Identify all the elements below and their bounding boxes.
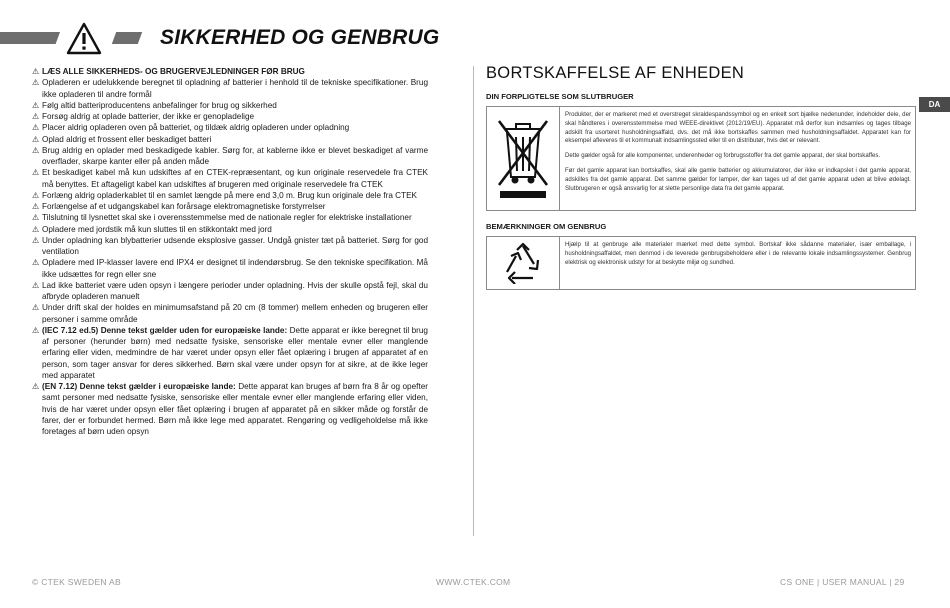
recycle-arrows-icon xyxy=(501,242,545,284)
safety-item-text xyxy=(42,212,428,223)
end-user-heading: DIN FORPLIGTELSE SOM SLUTBRUGER xyxy=(486,92,634,101)
warning-triangle-icon: ⚠ xyxy=(32,258,40,268)
warning-triangle-icon xyxy=(66,22,102,56)
warning-triangle-icon: ⚠ xyxy=(32,280,40,290)
safety-item xyxy=(32,145,428,168)
footer-page-info: CS ONE | USER MANUAL | 29 xyxy=(780,577,905,587)
page-title: SIKKERHED OG GENBRUG xyxy=(160,26,440,49)
safety-item xyxy=(32,302,428,325)
warning-triangle-icon: ⚠ xyxy=(32,123,40,133)
warning-triangle-icon: ⚠ xyxy=(32,202,40,211)
safety-item-text xyxy=(42,235,428,258)
safety-item xyxy=(32,190,428,201)
safety-item-body: Forlængelse af et udgangskabel kan forårsage elektromagnetiske forstyrrelser xyxy=(42,202,326,211)
safety-item-bold: (IEC 7.12 ed.5) Denne tekst gælder uden for europæiske lande: xyxy=(42,325,288,335)
recycling-box xyxy=(486,236,916,290)
warning-triangle-icon: ⚠ xyxy=(32,382,40,391)
weee-picture xyxy=(487,107,560,210)
language-tab: DA xyxy=(919,97,950,112)
warning-triangle-icon: ⚠ xyxy=(32,303,40,313)
safety-item-text xyxy=(42,190,428,201)
safety-item-body: Brug aldrig en oplader med beskadigede kabler. Sørg for, at kablerne ikke er blevet beskadiget af varme overflader, skarpe kanter eller på anden måde xyxy=(42,145,428,166)
safety-item-text xyxy=(42,224,428,235)
safety-item-body: Dette apparat kan bruges af børn fra 8 år og opefter samt personer med nedsatte fysiske, sensoriske eller mentale evner eller manglende erfaring eller viden, hvis de har været under opsyn eller fået oplæring i brugen af apparatet på en sikker måde og forstår de farer, der er forbundet hermed. Børn må ikke lege med apparatet. Rengøring og vedligeholdelse må ikke foretages af børn uden opsyn xyxy=(42,382,428,436)
safety-item-text xyxy=(42,77,428,100)
recycling-picture xyxy=(487,237,560,289)
disposal-title: BORTSKAFFELSE AF ENHEDEN xyxy=(486,64,745,82)
safety-item-body: Under opladning kan blybatterier udsende eksplosive gasser. Undgå gnister tæt på batteriet. Sørg for god ventilation xyxy=(42,235,428,256)
safety-item-text xyxy=(42,201,428,212)
page-header xyxy=(0,22,950,62)
safety-item xyxy=(32,167,428,190)
safety-item-body: Placer aldrig opladeren oven på batteriet, og tildæk aldrig opladeren under opladning xyxy=(42,123,350,133)
safety-item-bold: (EN 7.12) Denne tekst gælder i europæiske lande: xyxy=(42,382,236,391)
safety-item-text xyxy=(42,134,428,145)
safety-item xyxy=(32,224,428,235)
warning-triangle-icon: ⚠ xyxy=(32,325,40,335)
safety-item-body: Et beskadiget kabel må kun udskiftes af en CTEK-repræsentant, og kun originale reservedele fra CTEK må benyttes. Et aftageligt kabel kan udskiftes af brugeren med originale reservedele fra CTEK xyxy=(42,168,428,189)
safety-item-body: Opladere med jordstik må kun sluttes til en stikkontakt med jord xyxy=(42,224,272,234)
warning-triangle-icon: ⚠ xyxy=(32,67,40,76)
warning-triangle-icon: ⚠ xyxy=(32,112,40,121)
safety-list xyxy=(32,66,428,437)
safety-item-body: Tilslutning til lysnettet skal ske i overensstemmelse med de nationale regler for elektriske installationer xyxy=(42,213,412,223)
safety-item-text xyxy=(42,145,428,168)
warning-triangle-icon: ⚠ xyxy=(32,224,40,234)
safety-item xyxy=(32,325,428,381)
safety-item xyxy=(32,381,428,437)
warning-triangle-icon: ⚠ xyxy=(32,100,40,110)
crossed-bin-icon xyxy=(494,113,552,205)
safety-item-bold: LÆS ALLE SIKKERHEDS- OG BRUGERVEJLEDNINGER FØR BRUG xyxy=(42,67,305,76)
safety-item xyxy=(32,235,428,258)
safety-item-text xyxy=(42,66,428,77)
safety-item-body: Forsøg aldrig at oplade batterier, der ikke er genopladelige xyxy=(42,112,255,121)
safety-item-text xyxy=(42,111,428,122)
warning-triangle-icon: ⚠ xyxy=(32,168,40,178)
disposal-section xyxy=(486,64,916,290)
safety-item-body: Følg altid batteriproducentens anbefalinger for brug og sikkerhed xyxy=(42,100,277,110)
safety-item-text xyxy=(42,122,428,133)
safety-item-text xyxy=(42,257,428,280)
recycling-paragraph: Hjælp til at genbruge alle materialer mærket med dette symbol. Bortskaf ikke sådanne materialer, især emballage, i husholdningsaffaldet, men denmod i de leverede genbrugsbeholdere eller i de relevante lokale indsamlingssystemer. Genbrug elektrisk og elektronisk udstyr for at beskytte miljø og sundhed. xyxy=(565,241,911,266)
safety-item-body: Forlæng aldrig opladerkablet til en samlet længde på mere end 3,0 m. Brug kun originale dele fra CTEK xyxy=(42,190,418,200)
weee-paragraph-1: Produkter, der er markeret med et overstreget skraldespandssymbol og en enkelt sort bjælke nedenunder, indeholder dele, der skal håndteres i overensstemmelse med WEEE-direktivet (2012/19/EU). Apparatet må derfor kun indsamles og tages tilbage adskilt fra usorteret husholdningsaffald, dvs. det må ikke bortskaffes sammen med husholdningsaffaldet. Apparatet kan for eksempel afleveres til et kommunalt indsamlingssted eller til en distributør, hvis det er relevant. xyxy=(565,111,911,145)
safety-item-body: Opladere med IP-klasser lavere end IPX4 er designet til indendørsbrug. Se den tekniske specifikation. Må ikke udsættes for regn eller sne xyxy=(42,258,428,279)
weee-box xyxy=(486,106,916,211)
safety-item-body: Dette apparat er ikke beregnet til brug af personer (herunder børn) med nedsatte fysiske, sensoriske eller mentale evner eller manglende erfaring eller viden, medmindre de har været under opsyn eller fået oplæring i brugen af apparatet af en person, som tager ansvar for deres sikkerhed. Børn skal være under opsyn for at sikre, at de ikke leger med apparatet xyxy=(42,325,428,380)
safety-item xyxy=(32,100,428,111)
safety-item xyxy=(32,134,428,145)
recycling-heading: BEMÆRKNINGER OM GENBRUG xyxy=(486,222,607,231)
safety-item-text xyxy=(42,381,428,437)
safety-item xyxy=(32,111,428,122)
warning-triangle-icon: ⚠ xyxy=(32,145,40,155)
warning-triangle-icon: ⚠ xyxy=(32,235,40,245)
safety-item-body: Under drift skal der holdes en minimumsafstand på 20 cm (8 tommer) mellem enheden og brugeren eller personer i samme område xyxy=(42,303,428,324)
weee-paragraph-3: Før det gamle apparat kan bortskaffes, skal alle gamle batterier og akkumulatorer, der ikke er indkapslet i det gamle apparat, adskilles fra det gamle apparat. Det samme gælder for lamper, der kan tages ud af det gamle apparat uden at blive ødelagt. Slutbrugeren er også ansvarlig for at slette personlige data fra det gamle apparat. xyxy=(565,166,911,192)
warning-triangle-icon: ⚠ xyxy=(32,78,40,88)
warning-triangle-icon: ⚠ xyxy=(32,190,40,200)
weee-paragraph-2: Dette gælder også for alle komponenter, underenheder og forbrugsstoffer fra det gamle apparat, der skal bortskaffes. xyxy=(565,152,881,160)
safety-item xyxy=(32,66,428,77)
weee-text xyxy=(560,107,915,210)
safety-item-text xyxy=(42,325,428,381)
safety-item xyxy=(32,257,428,280)
column-divider xyxy=(473,66,474,536)
safety-item-body: Oplad aldrig et frossent eller beskadiget batteri xyxy=(42,134,212,144)
warning-triangle-icon: ⚠ xyxy=(32,134,40,144)
safety-item-body: Opladeren er udelukkende beregnet til opladning af batterier i henhold til de tekniske specifikationer. Brug ikke opladeren til andre formål xyxy=(42,78,428,99)
safety-item xyxy=(32,212,428,223)
safety-item-text xyxy=(42,280,428,303)
footer-website: WWW.CTEK.COM xyxy=(436,577,511,587)
safety-item-text xyxy=(42,302,428,325)
safety-item-text xyxy=(42,167,428,190)
footer-copyright: © CTEK SWEDEN AB xyxy=(32,577,121,587)
header-bar-left xyxy=(0,32,60,44)
safety-item xyxy=(32,201,428,212)
safety-item-text xyxy=(42,100,428,111)
header-bar-right xyxy=(112,32,142,44)
recycling-text xyxy=(560,237,915,289)
safety-item-body: Lad ikke batteriet være uden opsyn i længere perioder under opladning. Hvis der skulle opstå fejl, skal du afbryde opladeren manuelt xyxy=(42,280,428,301)
safety-item xyxy=(32,280,428,303)
warning-triangle-icon: ⚠ xyxy=(32,213,40,223)
safety-item xyxy=(32,77,428,100)
safety-item xyxy=(32,122,428,133)
